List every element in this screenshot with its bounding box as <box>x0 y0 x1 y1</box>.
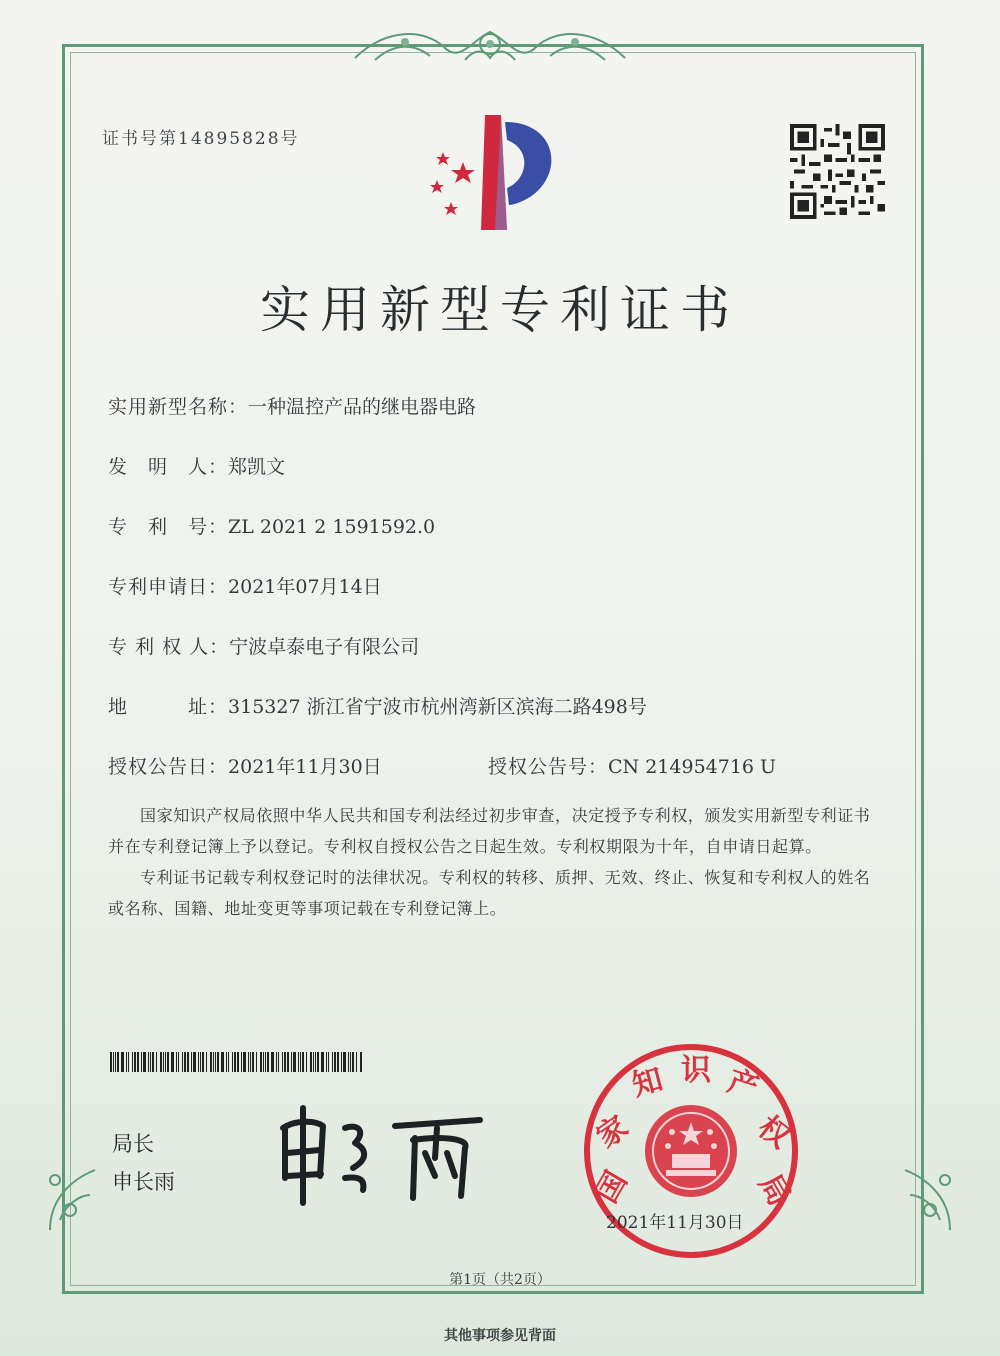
director-title: 局长 <box>112 1132 154 1156</box>
field-label: 授权公告号： <box>488 756 609 778</box>
field-utility-model-name <box>108 392 476 419</box>
svg-text:家: 家 <box>590 1109 635 1156</box>
corner-ornament-left <box>40 1150 110 1240</box>
svg-text:国: 国 <box>589 1165 635 1209</box>
field-grant-date <box>108 752 382 779</box>
field-grant-number <box>488 752 776 779</box>
legal-notice <box>108 800 878 924</box>
svg-text:知: 知 <box>628 1062 667 1104</box>
qr-code <box>790 124 885 219</box>
field-label: 专 利 权 人： <box>108 636 230 658</box>
field-value: 2021年07月14日 <box>228 576 382 598</box>
seal-date: 2021年11月30日 <box>606 1213 744 1233</box>
svg-text:权: 权 <box>751 1109 797 1156</box>
field-patentee <box>108 632 419 659</box>
field-value: 2021年11月30日 <box>228 756 382 778</box>
barcode <box>110 1052 364 1072</box>
field-value: CN 214954716 U <box>608 756 777 778</box>
field-value: ZL 2021 2 1591592.0 <box>228 516 436 538</box>
footer-note: 其他事项参见背面 <box>444 1328 556 1344</box>
field-patent-number <box>108 512 435 539</box>
cnipa-emblem-icon <box>415 110 565 235</box>
director-name: 申长雨 <box>112 1170 175 1194</box>
director-signature <box>265 1098 495 1208</box>
legal-paragraph: 专利证书记载专利权登记时的法律状况。专利权的转移、质押、无效、终止、恢复和专利权人的姓名或名称、国籍、地址变更等事项记载在专利登记簿上。 <box>108 868 871 918</box>
svg-text:产: 产 <box>723 1063 763 1107</box>
field-inventor <box>108 452 285 479</box>
field-value: 郑凯文 <box>228 456 286 478</box>
top-ornament <box>345 18 635 72</box>
field-address <box>108 692 647 719</box>
field-label: 发 明 人： <box>108 456 229 478</box>
page-title: 实用新型专利证书 <box>260 281 740 339</box>
svg-text:识: 识 <box>681 1053 711 1088</box>
field-value: 一种温控产品的继电器电路 <box>248 396 477 418</box>
field-filing-date <box>108 572 382 599</box>
field-label: 地 址： <box>108 696 229 718</box>
field-value: 315327 浙江省宁波市杭州湾新区滨海二路498号 <box>228 696 647 718</box>
legal-paragraph: 国家知识产权局依照中华人民共和国专利法经过初步审查，决定授予专利权，颁发实用新型专利证书并在专利登记簿上予以登记。专利权自授权公告之日起生效。专利权期限为十年，自申请日起算。 <box>108 806 871 856</box>
certificate-number: 证书号第14895828号 <box>102 129 300 149</box>
field-value: 宁波卓泰电子有限公司 <box>229 636 420 658</box>
corner-ornament-right <box>890 1150 960 1240</box>
svg-text:局: 局 <box>751 1168 797 1212</box>
field-label: 授权公告日： <box>108 756 229 778</box>
field-label: 专利申请日： <box>108 576 229 598</box>
field-label: 专 利 号： <box>108 516 229 538</box>
page-indicator: 第1页（共2页） <box>449 1272 551 1288</box>
field-label: 实用新型名称： <box>108 396 249 418</box>
